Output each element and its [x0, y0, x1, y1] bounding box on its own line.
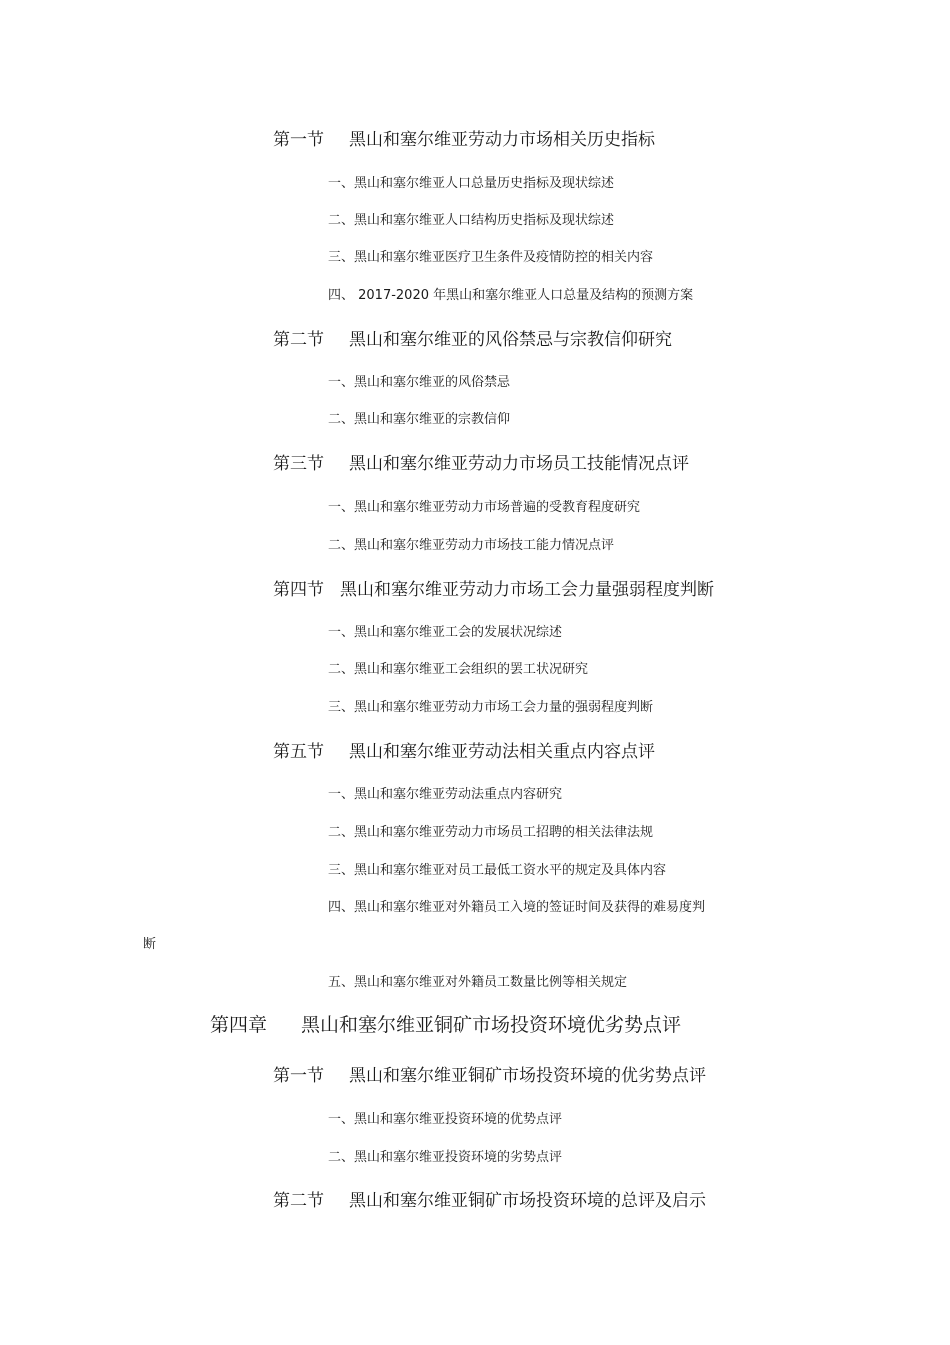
section-title: 黑山和塞尔维亚劳动力市场相关历史指标	[349, 130, 655, 150]
toc-item: 四、黑山和塞尔维亚对外籍员工入境的签证时间及获得的难易度判	[328, 900, 706, 915]
section-title: 黑山和塞尔维亚铜矿市场投资环境的优劣势点评	[349, 1066, 706, 1086]
toc-item: 二、黑山和塞尔维亚人口结构历史指标及现状综述	[328, 213, 615, 228]
toc-chapter	[210, 1016, 681, 1035]
toc-section	[273, 1068, 706, 1085]
toc-section	[273, 456, 689, 473]
section-number: 第三节	[273, 454, 324, 474]
toc-item-continuation: 断	[143, 937, 157, 952]
section-number: 第二节	[273, 1191, 324, 1211]
chapter-title: 黑山和塞尔维亚铜矿市场投资环境优劣势点评	[301, 1014, 682, 1036]
toc-item: 一、黑山和塞尔维亚投资环境的优势点评	[328, 1112, 563, 1127]
toc-item: 四、 2017-2020 年黑山和塞尔维亚人口总量及结构的预测方案	[328, 288, 694, 303]
section-title: 黑山和塞尔维亚劳动力市场员工技能情况点评	[349, 454, 689, 474]
section-number: 第五节	[273, 742, 324, 762]
toc-item: 五、黑山和塞尔维亚对外籍员工数量比例等相关规定	[328, 975, 628, 990]
section-title: 黑山和塞尔维亚铜矿市场投资环境的总评及启示	[349, 1191, 706, 1211]
toc-item: 三、黑山和塞尔维亚对员工最低工资水平的规定及具体内容	[328, 863, 667, 878]
toc-item: 三、黑山和塞尔维亚劳动力市场工会力量的强弱程度判断	[328, 700, 654, 715]
toc-section	[273, 582, 714, 599]
toc-item: 一、黑山和塞尔维亚工会的发展状况综述	[328, 625, 563, 640]
section-title: 黑山和塞尔维亚的风俗禁忌与宗教信仰研究	[349, 330, 672, 350]
chapter-number: 第四章	[210, 1014, 268, 1036]
toc-item: 三、黑山和塞尔维亚医疗卫生条件及疫情防控的相关内容	[328, 250, 654, 265]
toc-section	[273, 132, 655, 149]
toc-item: 二、黑山和塞尔维亚的宗教信仰	[328, 412, 511, 427]
toc-item: 一、黑山和塞尔维亚的风俗禁忌	[328, 375, 511, 390]
toc-item: 一、黑山和塞尔维亚人口总量历史指标及现状综述	[328, 176, 615, 191]
toc-section	[273, 744, 655, 761]
toc-section	[273, 1193, 706, 1210]
section-title: 黑山和塞尔维亚劳动法相关重点内容点评	[349, 742, 655, 762]
toc-item: 二、黑山和塞尔维亚劳动力市场技工能力情况点评	[328, 538, 615, 553]
section-title: 黑山和塞尔维亚劳动力市场工会力量强弱程度判断	[340, 580, 714, 600]
section-number: 第二节	[273, 330, 324, 350]
section-number: 第一节	[273, 1066, 324, 1086]
toc-item: 一、黑山和塞尔维亚劳动法重点内容研究	[328, 787, 563, 802]
toc-item: 二、黑山和塞尔维亚投资环境的劣势点评	[328, 1150, 563, 1165]
toc-section	[273, 332, 672, 349]
section-number: 第四节	[273, 580, 324, 600]
section-number: 第一节	[273, 130, 324, 150]
toc-item: 二、黑山和塞尔维亚劳动力市场员工招聘的相关法律法规	[328, 825, 654, 840]
toc-item: 一、黑山和塞尔维亚劳动力市场普遍的受教育程度研究	[328, 500, 641, 515]
toc-item: 二、黑山和塞尔维亚工会组织的罢工状况研究	[328, 662, 589, 677]
